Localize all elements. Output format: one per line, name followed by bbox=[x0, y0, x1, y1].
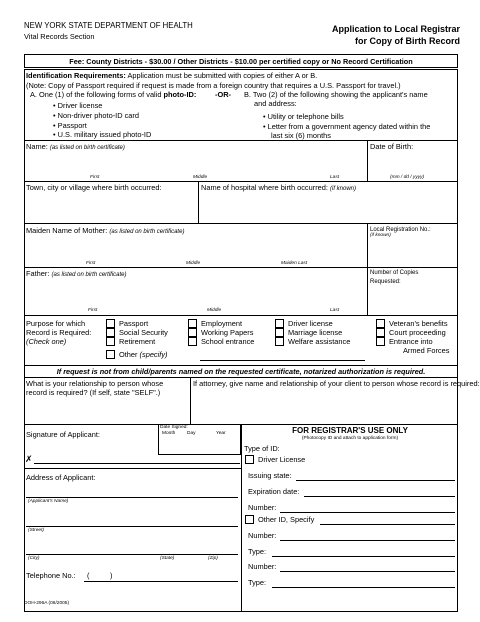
issuing-state-field[interactable] bbox=[296, 480, 455, 481]
registration-no-field[interactable] bbox=[368, 242, 457, 266]
purpose-other-field[interactable] bbox=[200, 360, 365, 361]
date-day-label: Day bbox=[187, 431, 196, 436]
expiration-date-field[interactable] bbox=[304, 496, 455, 497]
issuing-state-label: Issuing state: bbox=[248, 471, 292, 480]
address-label: Address of Applicant: bbox=[26, 473, 96, 482]
option-b-item: • Utility or telephone bills bbox=[263, 112, 344, 121]
copies-label: Number of Copies bbox=[370, 270, 419, 276]
option-a-line: A. One (1) of the following forms of valid photo-ID: bbox=[30, 90, 197, 99]
name-middle-hint: Middle bbox=[193, 175, 208, 180]
city-state-zip-field[interactable] bbox=[26, 554, 238, 555]
purpose-checkbox-working-papers[interactable] bbox=[188, 328, 197, 337]
number-label: Number: bbox=[248, 562, 277, 571]
driver-license-label: Driver License bbox=[258, 455, 306, 464]
purpose-option-label: Social Security bbox=[119, 328, 168, 337]
purpose-option-label: Retirement bbox=[119, 337, 156, 346]
other-id-number-field[interactable] bbox=[280, 540, 455, 541]
purpose-checkbox-social-security[interactable] bbox=[106, 328, 115, 337]
registration-no-hint: (if known) bbox=[370, 233, 391, 238]
type-of-id-label: Type of ID: bbox=[244, 444, 280, 453]
purpose-checkbox-employment[interactable] bbox=[188, 319, 197, 328]
name-label: Name: (as listed on birth certificate) bbox=[26, 142, 125, 151]
purpose-option-label: Employment bbox=[201, 319, 243, 328]
purpose-option-label: Welfare assistance bbox=[288, 337, 351, 346]
purpose-checkbox-school-entrance[interactable] bbox=[188, 337, 197, 346]
attorney-label: If attorney, give name and relationship of your client to person whose record is required: bbox=[193, 379, 480, 388]
relationship-label: What is your relationship to person whose bbox=[26, 379, 164, 388]
dob-label: Date of Birth: bbox=[370, 142, 414, 151]
applicant-name-field[interactable] bbox=[26, 497, 238, 498]
driver-license-checkbox[interactable] bbox=[245, 455, 254, 464]
father-middle-hint: Middle bbox=[207, 308, 222, 313]
purpose-checkbox-retirement[interactable] bbox=[106, 337, 115, 346]
telephone-open-paren: ( bbox=[87, 571, 90, 580]
hospital-label: Name of hospital where birth occurred: (if known) bbox=[201, 183, 357, 192]
name-last-hint: Last bbox=[330, 175, 340, 180]
father-name-field[interactable] bbox=[25, 280, 366, 307]
form-title-line1: Application to Local Registrar bbox=[331, 24, 460, 34]
street-field[interactable] bbox=[26, 526, 238, 527]
signature-label: Signature of Applicant: bbox=[26, 430, 100, 439]
father-name-label: Father: (as listed on birth certificate) bbox=[26, 269, 127, 278]
purpose-checkbox-court-proceeding[interactable] bbox=[376, 328, 385, 337]
other-id-checkbox[interactable] bbox=[245, 515, 254, 524]
option-b-item: • Letter from a government agency dated within the bbox=[263, 122, 431, 131]
purpose-option-label: Entrance into bbox=[389, 337, 433, 346]
applicant-name-hint: (Applicant's Name) bbox=[28, 499, 69, 504]
relationship-field[interactable] bbox=[25, 399, 189, 423]
purpose-option-label: Marriage license bbox=[288, 328, 343, 337]
attorney-field[interactable] bbox=[191, 391, 457, 423]
street-hint: (Street) bbox=[28, 528, 44, 533]
fee-text: Fee: County Districts - $30.00 / Other Districts - $10.00 per certified copy or No Record Certification bbox=[69, 57, 413, 66]
purpose-label-cont: Record is Required: bbox=[26, 328, 92, 337]
copies-label-cont: Requested: bbox=[370, 279, 401, 285]
purpose-checkbox-welfare-assistance[interactable] bbox=[275, 337, 284, 346]
dob-field[interactable] bbox=[368, 152, 457, 174]
registration-no-label: Local Registration No.: bbox=[370, 227, 431, 233]
id-requirements-line: Identification Requirements: Application must be submitted with copies of either A or B. bbox=[26, 71, 318, 80]
number-label: Number: bbox=[248, 531, 277, 540]
birthplace-field[interactable] bbox=[25, 194, 197, 222]
purpose-option-label: Court proceeding bbox=[389, 328, 446, 337]
purpose-option-label: Driver license bbox=[288, 319, 333, 328]
or-separator: -OR- bbox=[215, 90, 232, 99]
registrar-subtitle: (Photocopy ID and attach to application form) bbox=[301, 436, 399, 441]
driver-license-number-field[interactable] bbox=[280, 512, 455, 513]
purpose-check-one: (Check one) bbox=[26, 337, 67, 346]
mother-name-field[interactable] bbox=[25, 236, 366, 260]
telephone-close-paren: ) bbox=[110, 571, 113, 580]
second-id-number-field[interactable] bbox=[280, 571, 455, 572]
father-last-hint: Last bbox=[330, 308, 340, 313]
section-name: Vital Records Section bbox=[24, 32, 95, 41]
dob-format-hint: (mm / dd / yyyy) bbox=[390, 175, 425, 180]
city-hint: (City) bbox=[28, 556, 40, 561]
mother-name-label: Maiden Name of Mother: (as listed on birth certificate) bbox=[26, 226, 185, 235]
state-hint: (State) bbox=[160, 556, 175, 561]
option-b-line1: B. Two (2) of the following showing the applicant's name bbox=[244, 90, 428, 99]
purpose-checkbox-marriage-license[interactable] bbox=[275, 328, 284, 337]
purpose-option-label: School entrance bbox=[201, 337, 255, 346]
purpose-label: Purpose for which bbox=[26, 319, 86, 328]
form-number: DOH-296A (06/2005) bbox=[24, 601, 70, 606]
date-month-label: Month bbox=[162, 431, 176, 436]
option-a-item: • U.S. military issued photo-ID bbox=[53, 130, 152, 139]
purpose-checkbox-other[interactable] bbox=[106, 350, 115, 359]
number-label: Number: bbox=[248, 503, 277, 512]
purpose-checkbox-passport[interactable] bbox=[106, 319, 115, 328]
purpose-other-label: Other (specify) bbox=[119, 350, 168, 359]
signature-mark-icon: ✗ bbox=[25, 454, 33, 464]
other-id-field[interactable] bbox=[320, 524, 455, 525]
type-label: Type: bbox=[248, 547, 267, 556]
option-b-line2: and address: bbox=[254, 99, 297, 108]
telephone-field[interactable] bbox=[84, 581, 238, 582]
purpose-option-label: Veteran's benefits bbox=[389, 319, 448, 328]
agency-name: NEW YORK STATE DEPARTMENT OF HEALTH bbox=[24, 21, 193, 30]
signature-field[interactable] bbox=[34, 463, 240, 464]
telephone-label: Telephone No.: bbox=[26, 571, 76, 580]
option-a-item: • Non-driver photo-ID card bbox=[53, 111, 139, 120]
purpose-checkbox-armed-forces[interactable] bbox=[376, 337, 385, 346]
hospital-field[interactable] bbox=[199, 194, 457, 222]
purpose-option-label: Working Papers bbox=[201, 328, 254, 337]
date-signed-label: Date Signed: bbox=[160, 425, 188, 430]
option-a-item: • Driver license bbox=[53, 101, 103, 110]
other-id-type-field[interactable] bbox=[272, 556, 455, 557]
mother-first-hint: First bbox=[86, 261, 96, 266]
option-b-item-cont: last six (6) months bbox=[271, 131, 331, 140]
expiration-date-label: Expiration date: bbox=[248, 487, 300, 496]
purpose-option-label-cont: Armed Forces bbox=[403, 346, 450, 355]
notarized-notice: If request is not from child/parents named on the requested certificate, notarized authorization is required. bbox=[56, 367, 426, 376]
zip-hint: (Zip) bbox=[208, 556, 218, 561]
second-id-type-field[interactable] bbox=[272, 587, 455, 588]
registrar-title: FOR REGISTRAR'S USE ONLY bbox=[292, 426, 408, 435]
father-first-hint: First bbox=[88, 308, 98, 313]
relationship-label-cont: record is required? (If self, state "SELF".) bbox=[26, 388, 161, 397]
purpose-checkbox-driver-license[interactable] bbox=[275, 319, 284, 328]
birthplace-label: Town, city or village where birth occurred: bbox=[26, 183, 162, 192]
name-first-hint: First bbox=[90, 175, 100, 180]
passport-note: (Note: Copy of Passport required if request is made from a foreign country that requires a U.S. Passport for travel.) bbox=[26, 81, 401, 90]
date-year-label: Year bbox=[216, 431, 226, 436]
name-field[interactable] bbox=[25, 152, 366, 174]
option-a-item: • Passport bbox=[53, 121, 87, 130]
type-label: Type: bbox=[248, 578, 267, 587]
form-title-line2: for Copy of Birth Record bbox=[355, 36, 460, 46]
other-id-label: Other ID, Specify bbox=[258, 515, 315, 524]
mother-maiden-hint: Maiden Last bbox=[281, 261, 308, 266]
purpose-option-label: Passport bbox=[119, 319, 149, 328]
purpose-checkbox-veterans-benefits[interactable] bbox=[376, 319, 385, 328]
copies-field[interactable] bbox=[368, 290, 457, 314]
mother-middle-hint: Middle bbox=[186, 261, 201, 266]
